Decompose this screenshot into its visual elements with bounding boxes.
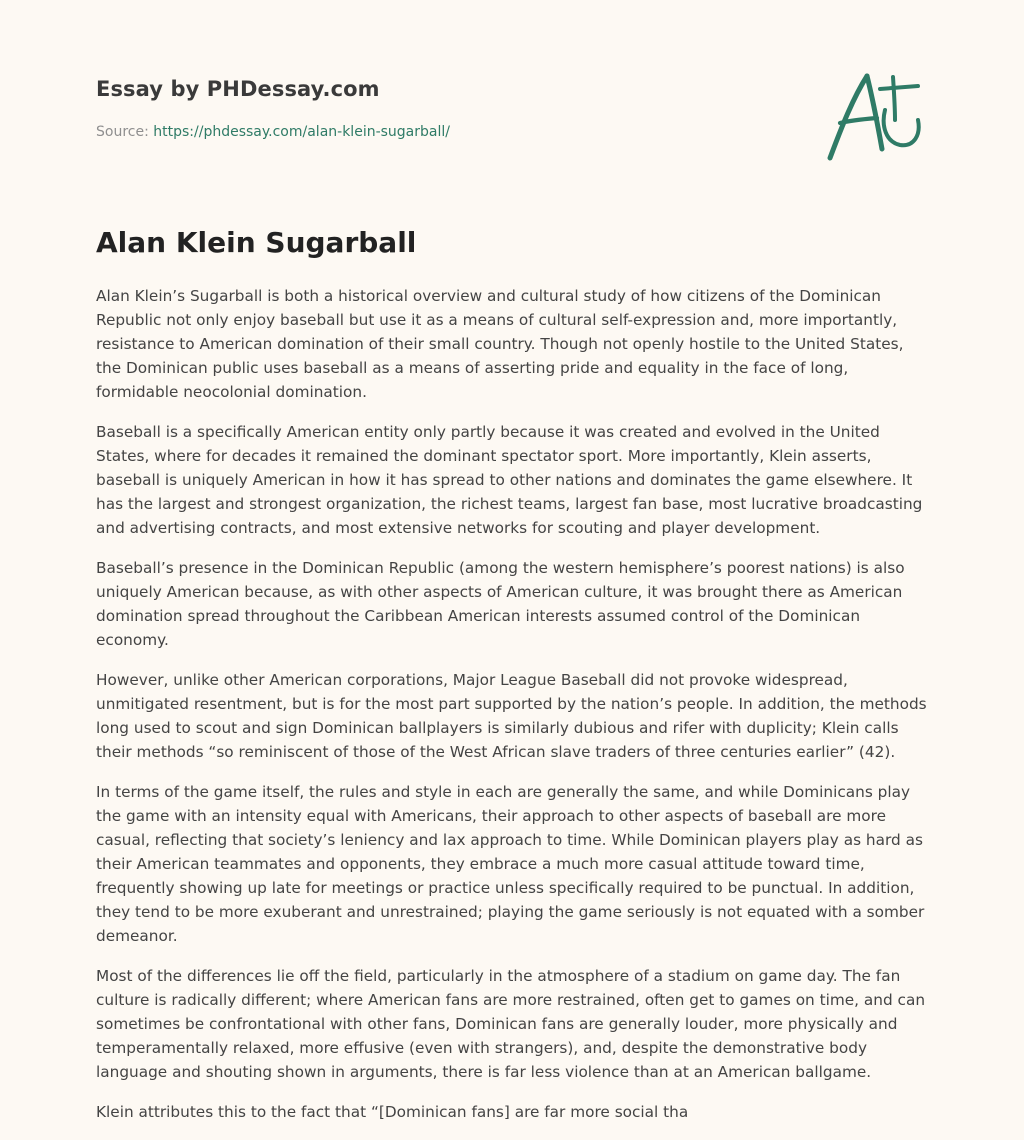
site-brand: Essay by PHDessay.com: [96, 77, 380, 101]
article-paragraph: Alan Klein’s Sugarball is both a historical overview and cultural study of how citizens of the Dominican Republic not only enjoy baseball but use it as a means of cultural self-expression and, more importantly, resistance to American domination of their small country. Though not openly hostile to the United States, the Dominican public uses baseball as a means of asserting pride and equality in the face of long, formidable neocolonial domination.: [96, 287, 904, 401]
article-paragraph: Klein attributes this to the fact that “[Dominican fans] are far more social tha: [96, 1103, 689, 1121]
article-paragraph: However, unlike other American corporations, Major League Baseball did not provoke widespread, unmitigated resentment, but is for the most part supported by the nation’s people. In addition, the methods long used to scout and sign Dominican ballplayers is similarly dubious and rifer with duplicity; Klein calls their methods “so reminiscent of those of the West African slave traders of three centuries earlier” (42).: [96, 671, 927, 761]
article-title: Alan Klein Sugarball: [96, 226, 417, 259]
a-plus-logo-icon: [822, 66, 932, 166]
source-line: [96, 124, 450, 140]
article-paragraph: Most of the differences lie off the field, particularly in the atmosphere of a stadium on game day. The fan culture is radically different; where American fans are more restrained, often get to games on time, and can sometimes be confrontational with other fans, Dominican fans are generally louder, more physically and temperamentally relaxed, more effusive (even with strangers), and, despite the demonstrative body language and shouting shown in arguments, there is far less violence than at an American ballgame.: [96, 967, 926, 1081]
article-paragraph: Baseball is a specifically American entity only partly because it was created and evolved in the United States, where for decades it remained the dominant spectator sport. More importantly, Klein asserts, baseball is uniquely American in how it has spread to other nations and dominates the game elsewhere. It has the largest and strongest organization, the richest teams, largest fan base, most lucrative broadcasting and advertising contracts, and most extensive networks for scouting and player development.: [96, 423, 923, 537]
source-link[interactable]: https://phdessay.com/alan-klein-sugarball/: [153, 124, 450, 140]
article-paragraph: Baseball’s presence in the Dominican Republic (among the western hemisphere’s poorest nations) is also uniquely American because, as with other aspects of American culture, it was brought there as American domination spread throughout the Caribbean American interests assumed control of the Dominican economy.: [96, 559, 905, 649]
article-body: [96, 284, 928, 1140]
article-paragraph: In terms of the game itself, the rules and style in each are generally the same, and while Dominicans play the game with an intensity equal with Americans, their approach to other aspects of baseball are more casual, reflecting that society’s leniency and lax approach to time. While Dominican players play as hard as their American teammates and opponents, they embrace a much more casual attitude toward time, frequently showing up late for meetings or practice unless specifically required to be punctual. In addition, they tend to be more exuberant and unrestrained; playing the game seriously is not equated with a somber demeanor.: [96, 783, 925, 945]
source-label: Source:: [96, 124, 149, 140]
